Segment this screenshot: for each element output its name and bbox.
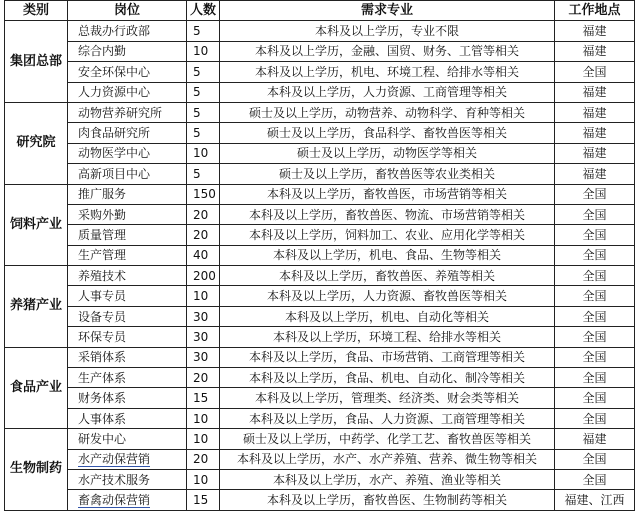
count-cell-text: 30 xyxy=(193,329,209,344)
count-cell xyxy=(187,102,220,122)
location-cell xyxy=(555,388,635,408)
count-cell xyxy=(187,184,220,204)
location-cell xyxy=(555,449,635,469)
requirement-cell-text: 本科及以上学历，人力资源、工商管理等相关 xyxy=(266,85,507,100)
location-cell-text: 全国 xyxy=(582,289,607,304)
position-cell xyxy=(68,225,187,245)
location-cell xyxy=(555,82,635,102)
location-cell xyxy=(555,143,635,163)
count-cell xyxy=(187,286,220,306)
position-cell xyxy=(68,469,187,489)
count-cell-text: 10 xyxy=(193,44,209,59)
position-cell-text: 动物医学中心 xyxy=(78,146,151,161)
requirement-cell xyxy=(220,21,555,41)
count-cell-text: 5 xyxy=(193,24,201,39)
requirement-cell xyxy=(220,204,555,224)
position-cell xyxy=(68,184,187,204)
position-cell-text: 动物营养研究所 xyxy=(78,105,163,120)
requirement-cell-text: 本科及以上学历，畜牧兽医、生物制药等相关 xyxy=(266,493,507,508)
position-cell-text: 安全环保中心 xyxy=(78,64,151,79)
position-cell xyxy=(68,82,187,102)
requirement-cell-text: 硕士及以上学历，动物医学等相关 xyxy=(296,146,477,161)
table-row xyxy=(5,449,635,469)
position-cell xyxy=(68,164,187,184)
count-cell xyxy=(187,408,220,428)
table-row xyxy=(5,245,635,265)
count-cell xyxy=(187,469,220,489)
table-row xyxy=(5,102,635,122)
category-cell: 饲料产业 xyxy=(5,184,68,266)
requirement-cell xyxy=(220,408,555,428)
position-cell xyxy=(68,41,187,61)
requirement-cell xyxy=(220,225,555,245)
position-cell-text: 采购外勤 xyxy=(78,207,127,222)
requirement-cell xyxy=(220,82,555,102)
count-cell-text: 15 xyxy=(193,493,209,508)
count-cell xyxy=(187,123,220,143)
count-cell-text: 40 xyxy=(193,248,209,263)
requirement-cell-text: 本科及以上学历，水产、水产养殖、营养、微生物等相关 xyxy=(236,452,537,467)
location-cell-text: 全国 xyxy=(582,207,607,222)
position-cell-text: 研发中心 xyxy=(78,431,127,446)
count-cell-text: 5 xyxy=(193,105,201,120)
requirement-cell-text: 本科及以上学历，管理类、经济类、财会类等相关 xyxy=(254,391,519,406)
location-cell-text: 全国 xyxy=(582,268,607,283)
position-cell-text: 肉食品研究所 xyxy=(78,126,151,141)
count-cell xyxy=(187,82,220,102)
table-body xyxy=(5,21,635,510)
requirement-cell xyxy=(220,286,555,306)
location-cell-text: 全国 xyxy=(582,329,607,344)
position-cell-text: 人事专员 xyxy=(78,289,127,304)
requirement-cell-text: 本科及以上学历，机电、自动化等相关 xyxy=(284,309,489,324)
recruitment-table-container xyxy=(4,0,634,511)
requirement-cell xyxy=(220,327,555,347)
requirement-cell-text: 本科及以上学历，专业不限 xyxy=(314,24,459,39)
position-cell-text: 水产动保营销 xyxy=(78,452,151,467)
requirement-cell xyxy=(220,306,555,326)
count-cell-text: 5 xyxy=(193,166,201,181)
requirement-cell-text: 硕士及以上学历，食品科学、畜牧兽医等相关 xyxy=(266,126,507,141)
category-cell: 集团总部 xyxy=(5,21,68,103)
recruitment-table xyxy=(4,0,635,511)
requirement-cell xyxy=(220,41,555,61)
count-cell-text: 200 xyxy=(193,268,216,283)
requirement-cell-text: 硕士及以上学历，动物营养、动物科学、育种等相关 xyxy=(248,105,525,120)
count-cell xyxy=(187,62,220,82)
table-row xyxy=(5,388,635,408)
header-requirement: 需求专业 xyxy=(220,1,555,21)
count-cell-text: 10 xyxy=(193,289,209,304)
table-row xyxy=(5,204,635,224)
location-cell xyxy=(555,184,635,204)
location-cell-text: 福建 xyxy=(582,166,607,181)
category-cell: 研究院 xyxy=(5,102,68,184)
location-cell xyxy=(555,306,635,326)
count-cell xyxy=(187,347,220,367)
position-cell xyxy=(68,123,187,143)
location-cell-text: 全国 xyxy=(582,452,607,467)
location-cell-text: 福建、江西 xyxy=(564,493,625,508)
table-row xyxy=(5,368,635,388)
position-cell xyxy=(68,368,187,388)
category-cell: 养猪产业 xyxy=(5,266,68,348)
requirement-cell xyxy=(220,164,555,184)
requirement-cell xyxy=(220,62,555,82)
requirement-cell xyxy=(220,429,555,449)
location-cell-text: 全国 xyxy=(582,350,607,365)
position-cell xyxy=(68,306,187,326)
location-cell xyxy=(555,266,635,286)
position-cell-text: 高新项目中心 xyxy=(78,166,151,181)
position-cell-text: 水产技术服务 xyxy=(78,472,151,487)
count-cell xyxy=(187,143,220,163)
table-row xyxy=(5,408,635,428)
location-cell-text: 全国 xyxy=(582,391,607,406)
requirement-cell-text: 本科及以上学历，食品、机电、自动化、制冷等相关 xyxy=(248,370,525,385)
position-cell xyxy=(68,266,187,286)
header-position: 岗位 xyxy=(68,1,187,21)
position-cell xyxy=(68,490,187,510)
header-category: 类别 xyxy=(5,1,68,21)
category-cell: 生物制药 xyxy=(5,429,68,511)
count-cell xyxy=(187,204,220,224)
location-cell xyxy=(555,286,635,306)
position-cell-text: 畜禽动保营销 xyxy=(78,493,151,508)
header-count: 人数 xyxy=(187,1,220,21)
count-cell-text: 20 xyxy=(193,207,209,222)
count-cell xyxy=(187,449,220,469)
table-row xyxy=(5,490,635,510)
location-cell-text: 全国 xyxy=(582,187,607,202)
requirement-cell xyxy=(220,388,555,408)
count-cell xyxy=(187,41,220,61)
count-cell xyxy=(187,245,220,265)
location-cell xyxy=(555,327,635,347)
requirement-cell-text: 本科及以上学历，畜牧兽医，市场营销等相关 xyxy=(266,187,507,202)
table-row xyxy=(5,164,635,184)
table-row xyxy=(5,225,635,245)
location-cell-text: 全国 xyxy=(582,64,607,79)
position-cell xyxy=(68,143,187,163)
location-cell-text: 福建 xyxy=(582,105,607,120)
requirement-cell xyxy=(220,245,555,265)
requirement-cell xyxy=(220,368,555,388)
count-cell-text: 10 xyxy=(193,472,209,487)
position-cell xyxy=(68,388,187,408)
location-cell xyxy=(555,204,635,224)
category-cell: 食品产业 xyxy=(5,347,68,429)
count-cell xyxy=(187,388,220,408)
position-cell-text: 质量管理 xyxy=(78,227,127,242)
position-cell xyxy=(68,347,187,367)
location-cell-text: 全国 xyxy=(582,370,607,385)
count-cell xyxy=(187,306,220,326)
position-cell-text: 人事体系 xyxy=(78,411,127,426)
count-cell-text: 10 xyxy=(193,411,209,426)
position-cell-text: 环保专员 xyxy=(78,329,127,344)
requirement-cell xyxy=(220,449,555,469)
count-cell-text: 30 xyxy=(193,350,209,365)
location-cell xyxy=(555,62,635,82)
location-cell xyxy=(555,347,635,367)
location-cell-text: 全国 xyxy=(582,411,607,426)
count-cell xyxy=(187,164,220,184)
location-cell xyxy=(555,123,635,143)
requirement-cell-text: 本科及以上学历，机电、食品、生物等相关 xyxy=(272,248,501,263)
table-row xyxy=(5,143,635,163)
requirement-cell-text: 本科及以上学历，畜牧兽医、物流、市场营销等相关 xyxy=(248,207,525,222)
table-row xyxy=(5,21,635,41)
count-cell xyxy=(187,225,220,245)
location-cell xyxy=(555,408,635,428)
location-cell xyxy=(555,469,635,489)
location-cell xyxy=(555,490,635,510)
table-row xyxy=(5,469,635,489)
count-cell-text: 5 xyxy=(193,64,201,79)
requirement-cell xyxy=(220,123,555,143)
location-cell xyxy=(555,21,635,41)
position-cell xyxy=(68,62,187,82)
requirement-cell-text: 硕士及以上学历，中药学、化学工艺、畜牧兽医等相关 xyxy=(242,431,531,446)
table-row xyxy=(5,306,635,326)
position-cell xyxy=(68,408,187,428)
location-cell xyxy=(555,102,635,122)
location-cell xyxy=(555,429,635,449)
requirement-cell xyxy=(220,102,555,122)
requirement-cell xyxy=(220,184,555,204)
position-cell-text: 综合内勤 xyxy=(78,44,127,59)
table-row xyxy=(5,429,635,449)
location-cell-text: 福建 xyxy=(582,44,607,59)
table-row xyxy=(5,266,635,286)
count-cell-text: 20 xyxy=(193,227,209,242)
count-cell-text: 10 xyxy=(193,146,209,161)
table-row xyxy=(5,62,635,82)
position-cell xyxy=(68,102,187,122)
position-cell xyxy=(68,449,187,469)
table-row xyxy=(5,327,635,347)
position-cell-text: 人力资源中心 xyxy=(78,85,151,100)
location-cell-text: 福建 xyxy=(582,85,607,100)
requirement-cell-text: 本科及以上学历，水产、养殖、渔业等相关 xyxy=(272,472,501,487)
location-cell xyxy=(555,245,635,265)
position-cell xyxy=(68,286,187,306)
requirement-cell xyxy=(220,266,555,286)
count-cell xyxy=(187,266,220,286)
requirement-cell-text: 本科及以上学历，饲料加工、农业、应用化学等相关 xyxy=(248,227,525,242)
location-cell-text: 全国 xyxy=(582,472,607,487)
location-cell-text: 全国 xyxy=(582,227,607,242)
count-cell-text: 5 xyxy=(193,126,201,141)
table-row xyxy=(5,41,635,61)
location-cell-text: 全国 xyxy=(582,309,607,324)
header-location: 工作地点 xyxy=(555,1,635,21)
position-cell-text: 生产管理 xyxy=(78,248,127,263)
count-cell-text: 20 xyxy=(193,370,209,385)
position-cell-text: 采销体系 xyxy=(78,350,127,365)
requirement-cell xyxy=(220,143,555,163)
location-cell-text: 福建 xyxy=(582,431,607,446)
location-cell-text: 福建 xyxy=(582,146,607,161)
requirement-cell-text: 本科及以上学历，食品、市场营销、工商管理等相关 xyxy=(248,350,525,365)
count-cell xyxy=(187,490,220,510)
table-row xyxy=(5,347,635,367)
header-row xyxy=(5,1,635,21)
position-cell xyxy=(68,429,187,449)
position-cell xyxy=(68,204,187,224)
count-cell-text: 10 xyxy=(193,431,209,446)
position-cell xyxy=(68,245,187,265)
location-cell xyxy=(555,368,635,388)
requirement-cell xyxy=(220,490,555,510)
table-row xyxy=(5,184,635,204)
requirement-cell-text: 硕士及以上学历，畜牧兽医等农业类相关 xyxy=(278,166,495,181)
table-row xyxy=(5,82,635,102)
position-cell-text: 财务体系 xyxy=(78,391,127,406)
position-cell-text: 推广服务 xyxy=(78,187,127,202)
location-cell xyxy=(555,41,635,61)
requirement-cell xyxy=(220,347,555,367)
location-cell-text: 福建 xyxy=(582,126,607,141)
requirement-cell-text: 本科及以上学历，食品、人力资源、工商管理等相关 xyxy=(248,411,525,426)
count-cell-text: 20 xyxy=(193,452,209,467)
requirement-cell xyxy=(220,469,555,489)
count-cell-text: 30 xyxy=(193,309,209,324)
count-cell xyxy=(187,327,220,347)
table-row xyxy=(5,286,635,306)
table-row xyxy=(5,123,635,143)
location-cell xyxy=(555,164,635,184)
location-cell xyxy=(555,225,635,245)
position-cell-text: 养殖技术 xyxy=(78,268,127,283)
location-cell-text: 福建 xyxy=(582,24,607,39)
count-cell xyxy=(187,429,220,449)
requirement-cell-text: 本科及以上学历，金融、国贸、财务、工管等相关 xyxy=(254,44,519,59)
count-cell-text: 15 xyxy=(193,391,209,406)
requirement-cell-text: 本科及以上学历，人力资源、畜牧兽医等相关 xyxy=(266,289,507,304)
count-cell xyxy=(187,21,220,41)
location-cell-text: 全国 xyxy=(582,248,607,263)
count-cell-text: 150 xyxy=(193,187,216,202)
position-cell-text: 总裁办行政部 xyxy=(78,24,151,39)
position-cell xyxy=(68,21,187,41)
requirement-cell-text: 本科及以上学历，机电、环境工程、给排水等相关 xyxy=(254,64,519,79)
requirement-cell-text: 本科及以上学历，环境工程、给排水等相关 xyxy=(272,329,501,344)
position-cell xyxy=(68,327,187,347)
position-cell-text: 生产体系 xyxy=(78,370,127,385)
count-cell xyxy=(187,368,220,388)
count-cell-text: 5 xyxy=(193,85,201,100)
requirement-cell-text: 本科及以上学历，畜牧兽医、养殖等相关 xyxy=(278,268,495,283)
position-cell-text: 设备专员 xyxy=(78,309,127,324)
